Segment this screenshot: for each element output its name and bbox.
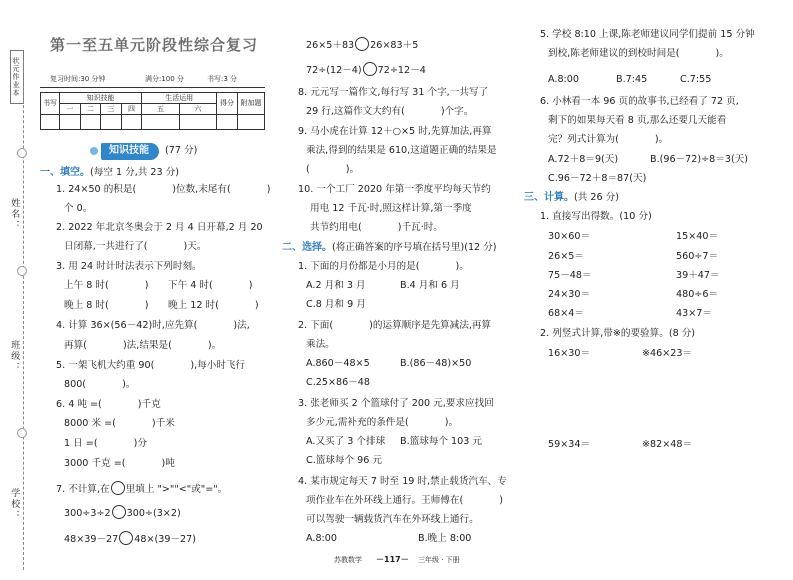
- score-cell: 书写: [41, 93, 60, 115]
- score-blank[interactable]: [121, 115, 142, 130]
- choice-1-option-c: C.8 月和 9 月: [306, 299, 366, 310]
- question-8: 8. 元元写一篇作文,每行写 31 个字,一共写了: [298, 87, 489, 98]
- question-7-row2: 48×39－27 48×(39－27): [64, 531, 196, 546]
- answer-blank[interactable]: [333, 320, 369, 330]
- choice-3-option-c: C.篮球每个 96 元: [306, 455, 383, 466]
- question-5: 5. 一架飞机大约重 90( ),每小时飞行: [56, 360, 246, 371]
- score-blank[interactable]: [60, 115, 81, 130]
- answer-blank[interactable]: [362, 222, 398, 232]
- page-title: 第一至五单元阶段性综合复习: [50, 36, 259, 54]
- score-cell: 四: [121, 104, 142, 115]
- calc-item: 480÷6＝: [676, 289, 719, 300]
- choice-2-option-a: A.860－48×5: [306, 358, 370, 369]
- vertical-calc-1: 16×30＝: [548, 348, 591, 359]
- question-3-row2: 晚上 8 时( ): [64, 300, 149, 311]
- footer-right: 三年级 · 下册: [418, 556, 460, 564]
- section-badge: [90, 143, 197, 160]
- choice-5-line2: 到校,陈老师建议的到校时间是( )。: [548, 48, 729, 59]
- question-3-row1b: 下午 4 时( ): [168, 280, 253, 291]
- answer-blank[interactable]: [109, 280, 145, 290]
- compare-circle[interactable]: [355, 37, 369, 51]
- question-7-row1: 300÷3÷2 300÷(3×2): [64, 505, 181, 520]
- score-blank[interactable]: [101, 115, 122, 130]
- answer-blank[interactable]: [310, 164, 346, 174]
- score-blank[interactable]: [238, 115, 265, 130]
- question-2-line2: 日闭幕,一共进行了( )天。: [64, 241, 207, 252]
- answer-blank[interactable]: [102, 399, 138, 409]
- calc-item: 68×4＝: [548, 308, 584, 319]
- score-blank[interactable]: [41, 115, 60, 130]
- compare-circle[interactable]: [112, 505, 126, 519]
- compare-row-2: 72÷(12－4) 72÷12－4: [306, 62, 426, 77]
- question-10-line2: 用电 12 千瓦·时,照这样计算,第一季度: [310, 203, 472, 214]
- score-blank[interactable]: [217, 115, 238, 130]
- score-table: [40, 92, 265, 130]
- choice-6-line3: 完？列式计算为( )。: [548, 134, 669, 145]
- calc-item: 39＋47＝: [676, 270, 720, 281]
- score-cell: 知识技能: [60, 93, 142, 104]
- answer-blank[interactable]: [87, 340, 123, 350]
- answer-blank[interactable]: [86, 379, 122, 389]
- vertical-calc-4: ※82×48＝: [642, 439, 693, 450]
- question-6: 6. 4 吨 =( )千克: [56, 399, 161, 410]
- compare-circle[interactable]: [363, 62, 377, 76]
- calc-item: 26×5＝: [548, 251, 584, 262]
- score-cell: 六: [179, 104, 216, 115]
- choice-4-line3: 可以驾驶一辆载货汽车在外环线上通行。: [306, 514, 479, 525]
- binding-hole: [17, 266, 27, 276]
- question-4-line2: 再算( )法,结果是( )。: [64, 340, 222, 351]
- score-cell: 三: [101, 104, 122, 115]
- answer-blank[interactable]: [125, 458, 161, 468]
- name-label: 姓名：: [9, 198, 20, 231]
- question-3-row1: 上午 8 时( ): [64, 280, 149, 291]
- answer-blank[interactable]: [197, 320, 233, 330]
- choice-2: 2. 下面( )的运算顺序是先算减法,再算: [298, 320, 492, 331]
- calc-part-1: 1. 直接写出得数。(10 分): [540, 211, 652, 222]
- answer-blank[interactable]: [409, 417, 445, 427]
- header-rule: [40, 87, 265, 88]
- question-7: 7. 不计算,在 里填上 ">""<"或"="。: [56, 481, 227, 496]
- score-cell: 得分: [217, 93, 238, 115]
- answer-blank[interactable]: [154, 360, 190, 370]
- answer-blank[interactable]: [231, 184, 267, 194]
- question-10-line3: 共节约用电( )千瓦·时。: [310, 222, 443, 233]
- choice-2-option-c: C.25×86－48: [306, 377, 371, 388]
- exam-time: 复习时间:30 分钟: [50, 75, 106, 83]
- binding-hole: [17, 428, 27, 438]
- answer-blank[interactable]: [98, 438, 134, 448]
- calc-item: 24×30＝: [548, 289, 591, 300]
- question-10: 10. 一个工厂 2020 年第一季度平均每天节约: [298, 184, 491, 195]
- score-cell: 五: [142, 104, 179, 115]
- choice-4: 4. 某市规定每天 7 时至 19 时,禁止载货汽车、专: [298, 476, 507, 487]
- score-blank[interactable]: [80, 115, 101, 130]
- question-1: 1. 24×50 的积是( )位数,末尾有( ): [56, 184, 271, 195]
- choice-6-option-b: B.(96－72)÷8＝3(天): [650, 154, 749, 165]
- choice-5-option-c: C.7:55: [680, 74, 712, 85]
- section-calc-title: [524, 192, 619, 205]
- school-label: 学校：: [9, 488, 20, 521]
- question-9: 9. 马小虎在计算 12＋○×5 时,先算加法,再算: [298, 126, 492, 137]
- answer-blank[interactable]: [405, 106, 441, 116]
- score-cell: 一: [60, 104, 81, 115]
- answer-blank[interactable]: [148, 241, 184, 251]
- question-3: 3. 用 24 时计时法表示下列时刻。: [56, 261, 202, 272]
- question-6-line4: 3000 千克 =( )吨: [64, 458, 175, 469]
- choice-4-line2: 项作业车在外环线上通行。王师傅在( ): [306, 495, 503, 506]
- answer-blank[interactable]: [619, 134, 655, 144]
- choice-3-option-a: A.又买了 3 个排球: [306, 436, 386, 447]
- section-fill-title: [40, 167, 179, 180]
- choice-5-option-a: A.8:00: [548, 74, 579, 85]
- badge-label: 知识技能: [101, 143, 159, 160]
- binding-hole: [17, 148, 27, 158]
- score-cell: 附加题: [238, 93, 265, 115]
- calc-item: 75－48＝: [548, 270, 592, 281]
- answer-blank[interactable]: [109, 300, 145, 310]
- binding-line: [23, 60, 24, 570]
- choice-6-option-c: C.96－72＋8＝87(天): [548, 173, 647, 184]
- calc-item: 560÷7＝: [676, 251, 719, 262]
- choice-4-option-b: B.晚上 8:00: [418, 533, 472, 544]
- score-blank[interactable]: [179, 115, 216, 130]
- calc-item: 43×7＝: [676, 308, 712, 319]
- section-note: (将正确答案的序号填在括号里)(12 分): [332, 242, 497, 253]
- answer-blank[interactable]: [172, 340, 208, 350]
- score-cell: 二: [80, 104, 101, 115]
- calc-item: 30×60＝: [548, 231, 591, 242]
- choice-6-line2: 剩下的如果每天看 8 页,那么还要几天能看: [548, 115, 727, 126]
- section-title: 二、选择。: [282, 242, 332, 253]
- footer-left: 苏教数学: [334, 556, 362, 564]
- answer-blank[interactable]: [463, 495, 499, 505]
- badge-dot-icon: [90, 147, 98, 155]
- question-1-line2: 个 0。: [64, 203, 93, 214]
- choice-3-option-b: B.篮球每个 103 元: [400, 436, 483, 447]
- section-note: (每空 1 分,共 23 分): [90, 167, 180, 178]
- choice-6: 6. 小林看一本 96 页的故事书,已经看了 72 页,: [540, 96, 739, 107]
- compare-circle[interactable]: [119, 531, 133, 545]
- class-label: 班级：: [9, 340, 20, 373]
- choice-2-option-b: B.(86－48)×50: [400, 358, 472, 369]
- question-2: 2. 2022 年北京冬奥会于 2 月 4 日开幕,2 月 20: [56, 222, 263, 233]
- section-note: (共 26 分): [574, 192, 619, 203]
- compare-row-1: 26×5＋83 26×83＋5: [306, 37, 418, 52]
- answer-blank[interactable]: [219, 300, 255, 310]
- side-tab: 状元作业本: [10, 50, 24, 104]
- answer-blank[interactable]: [116, 418, 152, 428]
- choice-1-option-a: A.2 月和 3 月: [306, 280, 366, 291]
- compare-circle[interactable]: [111, 481, 125, 495]
- answer-blank[interactable]: [136, 184, 172, 194]
- page-number: －117－: [376, 555, 409, 564]
- choice-5-option-b: B.7:45: [616, 74, 648, 85]
- choice-3-line2: 多少元,需补充的条件是( )。: [306, 417, 459, 428]
- badge-points: (77 分): [165, 145, 198, 157]
- vertical-calc-2: ※46×23＝: [642, 348, 693, 359]
- section-choice-title: [282, 242, 497, 255]
- question-9-line2: 乘法,得到的结果是 610,这道题正确的结果是: [306, 145, 497, 156]
- section-title: 一、填空。: [40, 167, 90, 178]
- choice-1: 1. 下面的月份都是小月的是( )。: [298, 261, 469, 272]
- question-5-line2: 800( )。: [64, 379, 136, 390]
- calc-item: 15×40＝: [676, 231, 719, 242]
- choice-4-option-a: A.8:00: [306, 533, 337, 544]
- question-4: 4. 计算 36×(56－42)时,应先算( )法,: [56, 320, 250, 331]
- answer-blank[interactable]: [680, 48, 716, 58]
- question-6-line2: 8000 米 =( )千米: [64, 418, 175, 429]
- question-6-line3: 1 日 =( )分: [64, 438, 147, 449]
- answer-blank[interactable]: [419, 261, 455, 271]
- choice-1-option-b: B.4 月和 6 月: [400, 280, 460, 291]
- section-title: 三、计算。: [524, 192, 574, 203]
- choice-2-line2: 乘法。: [306, 339, 335, 350]
- question-3-row2b: 晚上 12 时( ): [168, 300, 259, 311]
- writing-score: 书写:3 分: [207, 75, 238, 83]
- score-blank[interactable]: [142, 115, 179, 130]
- choice-3: 3. 张老师买 2 个篮球付了 200 元,要求应找回: [298, 398, 494, 409]
- full-score: 满分:100 分: [145, 75, 184, 83]
- choice-5: 5. 学校 8:10 上课,陈老师建议同学们提前 15 分钟: [540, 29, 755, 40]
- score-cell: 生活运用: [142, 93, 217, 104]
- question-8-line2: 29 行,这篇作文大约有( )个字。: [306, 106, 474, 117]
- question-9-line3: ( )。: [306, 164, 360, 175]
- vertical-calc-3: 59×34＝: [548, 439, 591, 450]
- answer-blank[interactable]: [213, 280, 249, 290]
- choice-6-option-a: A.72＋8＝9(天): [548, 154, 619, 165]
- calc-part-2: 2. 列竖式计算,带※的要验算。(8 分): [540, 328, 696, 339]
